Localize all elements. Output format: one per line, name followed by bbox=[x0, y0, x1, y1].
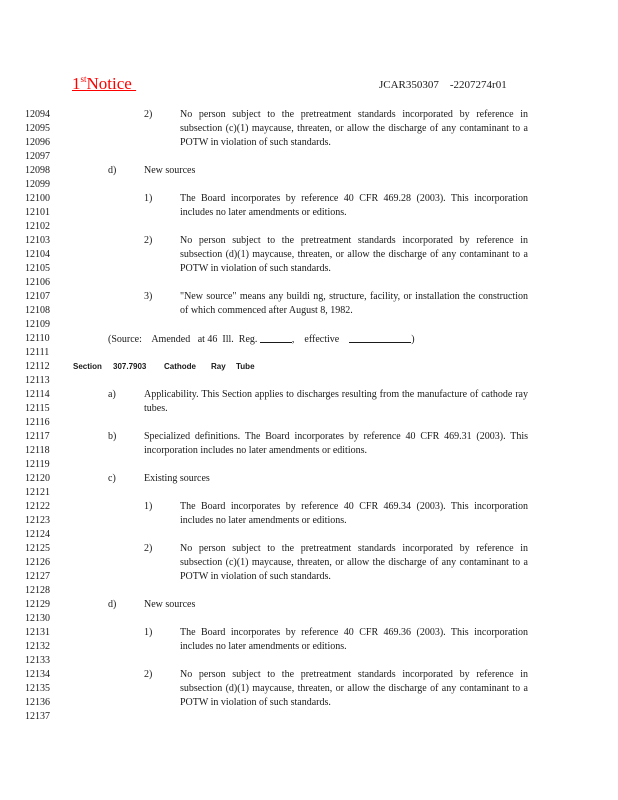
line-number: 12137 bbox=[25, 711, 50, 722]
line-number: 12102 bbox=[25, 221, 50, 232]
paragraph-text: Existing sources bbox=[144, 473, 210, 484]
paragraph-label: 1) bbox=[144, 627, 153, 638]
paragraph-text: No person subject to the pretreatment standards incorporated by reference in subsection (d)(1) maycause, threaten, or allow the discharge of any contaminant to a POTW in violation of such standards. bbox=[180, 235, 528, 274]
paragraph-label: b) bbox=[108, 431, 117, 442]
line-number: 12116 bbox=[25, 417, 50, 428]
line-number: 12107 bbox=[25, 291, 50, 302]
paragraph-text: No person subject to the pretreatment standards incorporated by reference in subsection (d)(1) maycause, threaten, or allow the discharge of any contaminant to a POTW in violation of such standards. bbox=[180, 669, 528, 708]
register-page-blank bbox=[260, 332, 292, 343]
line-number: 12110 bbox=[25, 333, 50, 344]
paragraph-text: Specialized definitions. The Board incorporates by reference 40 CFR 469.31 (2003). This incorporation includes no later amendments or editions. bbox=[144, 431, 528, 456]
notice-suffix: st bbox=[80, 74, 87, 84]
line-number: 12105 bbox=[25, 263, 50, 274]
line-number: 12106 bbox=[25, 277, 50, 288]
line-number: 12117 bbox=[25, 431, 50, 442]
paragraph-text: "New source" means any buildi ng, structure, facility, or installation the construction of which commenced after August 8, 1982. bbox=[180, 291, 528, 316]
section-title-1: Cathode bbox=[164, 362, 196, 371]
paragraph-label: 3) bbox=[144, 291, 153, 302]
line-number: 12115 bbox=[25, 403, 50, 414]
line-number: 12101 bbox=[25, 207, 50, 218]
document-id: JCAR350307 -2207274r01 bbox=[379, 79, 507, 91]
line-number: 12130 bbox=[25, 613, 50, 624]
section-word: Section bbox=[73, 362, 102, 371]
line-number: 12133 bbox=[25, 655, 50, 666]
section-title-2: Ray bbox=[211, 362, 226, 371]
paragraph-text: New sources bbox=[144, 599, 196, 610]
line-number: 12125 bbox=[25, 543, 50, 554]
line-number: 12111 bbox=[25, 347, 50, 358]
line-number: 12113 bbox=[25, 375, 50, 386]
line-number: 12121 bbox=[25, 487, 50, 498]
paragraph-label: 1) bbox=[144, 501, 153, 512]
paragraph-text: The Board incorporates by reference 40 CFR 469.28 (2003). This incorporation includes no later amendments or editions. bbox=[180, 193, 528, 218]
paragraph-label: c) bbox=[108, 473, 116, 484]
paragraph-text: The Board incorporates by reference 40 CFR 469.36 (2003). This incorporation includes no later amendments or editions. bbox=[180, 627, 528, 652]
line-number: 12112 bbox=[25, 361, 50, 372]
section-title-3: Tube bbox=[236, 362, 255, 371]
notice-number: 1 bbox=[72, 74, 81, 93]
paragraph-label: 2) bbox=[144, 109, 153, 120]
line-number: 12126 bbox=[25, 557, 50, 568]
notice-marker bbox=[72, 74, 136, 94]
paragraph-text: New sources bbox=[144, 165, 196, 176]
paragraph-label: d) bbox=[108, 599, 117, 610]
line-number: 12122 bbox=[25, 501, 50, 512]
line-number: 12096 bbox=[25, 137, 50, 148]
source-prefix: (Source: Amended at 46 Ill. Reg. bbox=[108, 334, 258, 345]
line-number: 12108 bbox=[25, 305, 50, 316]
paragraph-label: 1) bbox=[144, 193, 153, 204]
line-number: 12135 bbox=[25, 683, 50, 694]
line-number: 12129 bbox=[25, 599, 50, 610]
paragraph-text: No person subject to the pretreatment standards incorporated by reference in subsection (c)(1) maycause, threaten, or allow the discharge of any contaminant to a POTW in violation of such standards. bbox=[180, 109, 528, 148]
paragraph-text: No person subject to the pretreatment standards incorporated by reference in subsection (c)(1) maycause, threaten, or allow the discharge of any contaminant to a POTW in violation of such standards. bbox=[180, 543, 528, 582]
section-number: 307.7903 bbox=[113, 362, 147, 371]
line-number: 12109 bbox=[25, 319, 50, 330]
paragraph-text: The Board incorporates by reference 40 CFR 469.34 (2003). This incorporation includes no later amendments or editions. bbox=[180, 501, 528, 526]
notice-word: Notice bbox=[86, 74, 137, 93]
line-number: 12095 bbox=[25, 123, 50, 134]
line-number: 12104 bbox=[25, 249, 50, 260]
paragraph-label: 2) bbox=[144, 543, 153, 554]
effective-date-blank bbox=[349, 332, 411, 343]
paragraph-label: d) bbox=[108, 165, 117, 176]
paragraph-label: a) bbox=[108, 389, 116, 400]
line-number: 12098 bbox=[25, 165, 50, 176]
line-number: 12120 bbox=[25, 473, 50, 484]
source-effective: effective bbox=[304, 334, 340, 345]
line-number: 12123 bbox=[25, 515, 50, 526]
line-number: 12131 bbox=[25, 627, 50, 638]
line-number: 12124 bbox=[25, 529, 50, 540]
line-number: 12094 bbox=[25, 109, 50, 120]
line-number: 12127 bbox=[25, 571, 50, 582]
line-number: 12097 bbox=[25, 151, 50, 162]
line-number: 12119 bbox=[25, 459, 50, 470]
paragraph-text: Applicability. This Section applies to discharges resulting from the manufacture of cathode ray tubes. bbox=[144, 389, 528, 414]
line-number: 12099 bbox=[25, 179, 50, 190]
line-number: 12136 bbox=[25, 697, 50, 708]
line-number: 12132 bbox=[25, 641, 50, 652]
line-number: 12128 bbox=[25, 585, 50, 596]
paragraph-label: 2) bbox=[144, 669, 153, 680]
paragraph-label: 2) bbox=[144, 235, 153, 246]
line-number: 12103 bbox=[25, 235, 50, 246]
source-note: (Source: Amended at 46 Ill. Reg. , effective ) bbox=[108, 334, 415, 345]
source-close: ) bbox=[411, 334, 415, 345]
line-number: 12114 bbox=[25, 389, 50, 400]
line-number: 12118 bbox=[25, 445, 50, 456]
line-number: 12134 bbox=[25, 669, 50, 680]
line-number: 12100 bbox=[25, 193, 50, 204]
